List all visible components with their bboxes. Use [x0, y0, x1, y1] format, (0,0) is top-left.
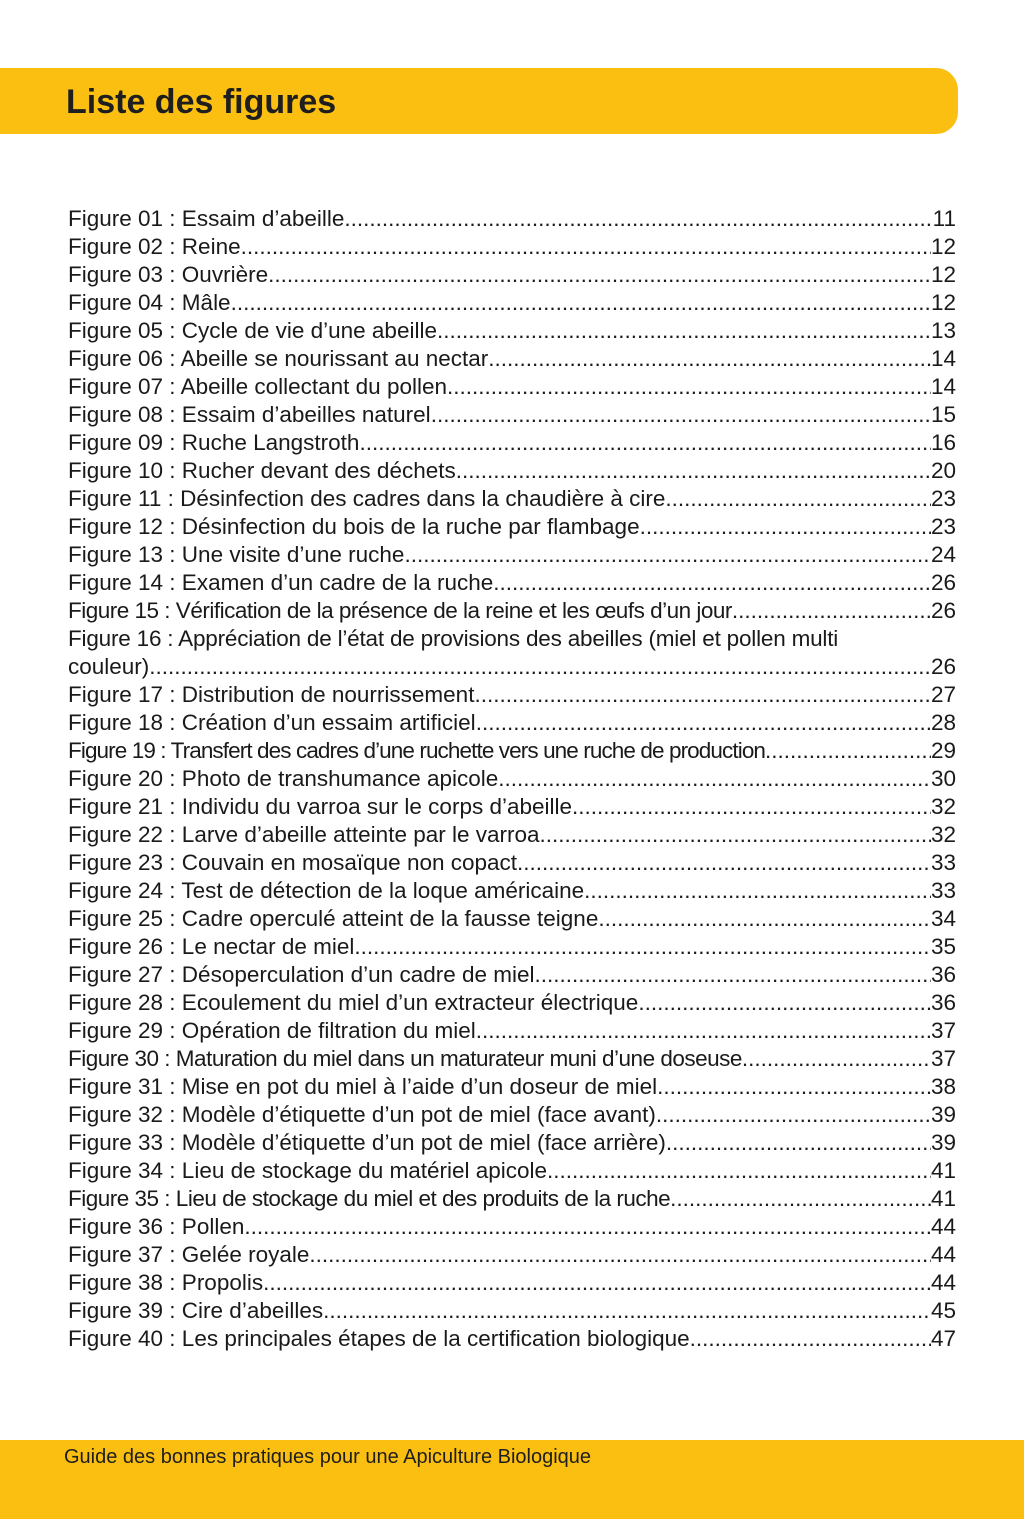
figure-label: Figure 25 : Cadre operculé atteint de la fausse teigne	[68, 906, 599, 931]
toc-entry[interactable]	[68, 261, 956, 289]
page-number: 44	[930, 1270, 956, 1295]
toc-entry[interactable]	[68, 1269, 956, 1297]
toc-entry[interactable]	[68, 401, 956, 429]
toc-entry[interactable]	[68, 765, 956, 793]
dot-leader	[476, 1017, 931, 1045]
page-number: 12	[930, 262, 956, 287]
figure-label: Figure 18 : Création d’un essaim artificiel	[68, 710, 476, 735]
toc-entry[interactable]	[68, 1101, 956, 1129]
toc-entry[interactable]	[68, 457, 956, 485]
dot-leader	[344, 205, 932, 233]
figure-label: Figure 36 : Pollen	[68, 1214, 245, 1239]
page-number: 12	[930, 234, 956, 259]
page-number: 38	[930, 1074, 956, 1099]
page-number: 47	[930, 1326, 956, 1351]
toc-entry[interactable]	[68, 849, 956, 877]
toc-entry[interactable]	[68, 821, 956, 849]
toc-entry[interactable]	[68, 961, 956, 989]
page-number: 14	[930, 374, 956, 399]
figure-label: Figure 05 : Cycle de vie d’une abeille	[68, 318, 437, 343]
toc-entry[interactable]	[68, 317, 956, 345]
dot-leader	[742, 1045, 931, 1073]
toc-entry[interactable]	[68, 1297, 956, 1325]
page-number: 15	[930, 402, 956, 427]
dot-leader	[149, 653, 931, 681]
list-of-figures	[68, 205, 956, 1353]
dot-leader	[535, 961, 931, 989]
page-number: 11	[932, 206, 956, 231]
page-number: 36	[930, 962, 956, 987]
toc-entry[interactable]	[68, 1129, 956, 1157]
figure-label: Figure 34 : Lieu de stockage du matériel apicole	[68, 1158, 548, 1183]
page-number: 33	[930, 878, 956, 903]
toc-entry[interactable]	[68, 1185, 956, 1213]
toc-entry[interactable]	[68, 513, 956, 541]
toc-entry[interactable]	[68, 485, 956, 513]
toc-entry[interactable]	[68, 541, 956, 569]
figure-label: Figure 20 : Photo de transhumance apicole	[68, 766, 499, 791]
dot-leader	[666, 1129, 931, 1157]
dot-leader	[263, 1269, 931, 1297]
page-number: 37	[930, 1018, 956, 1043]
dot-leader	[241, 233, 931, 261]
dot-leader	[584, 877, 931, 905]
dot-leader	[640, 513, 931, 541]
figure-label: Figure 04 : Mâle	[68, 290, 231, 315]
figure-label-continuation: couleur)	[68, 654, 150, 679]
page-number: 32	[930, 794, 956, 819]
page-number: 26	[930, 598, 956, 623]
toc-entry[interactable]	[68, 737, 956, 765]
figure-label: Figure 11 : Désinfection des cadres dans la chaudière à cire	[68, 486, 666, 511]
dot-leader	[309, 1241, 931, 1269]
figure-label: Figure 27 : Désoperculation d’un cadre de miel	[68, 962, 535, 987]
footer-text: Guide des bonnes pratiques pour une Apiculture Biologique	[64, 1446, 592, 1468]
page-number: 32	[930, 822, 956, 847]
page-number: 29	[930, 738, 956, 763]
figure-label: Figure 33 : Modèle d’étiquette d’un pot de miel (face arrière)	[68, 1130, 666, 1155]
dot-leader	[547, 1157, 931, 1185]
dot-leader	[488, 345, 931, 373]
page-number: 41	[930, 1158, 956, 1183]
figure-label: Figure 17 : Distribution de nourrissement	[68, 682, 475, 707]
toc-entry[interactable]	[68, 1241, 956, 1269]
toc-entry[interactable]	[68, 289, 956, 317]
page-number: 30	[930, 766, 956, 791]
dot-leader	[359, 429, 931, 457]
toc-entry[interactable]	[68, 681, 956, 709]
dot-leader	[493, 569, 931, 597]
figure-label: Figure 03 : Ouvrière	[68, 262, 269, 287]
figure-label: Figure 12 : Désinfection du bois de la ruche par flambage	[68, 514, 640, 539]
dot-leader	[431, 401, 931, 429]
figure-label: Figure 14 : Examen d’un cadre de la ruche	[68, 570, 494, 595]
toc-entry[interactable]	[68, 1045, 956, 1073]
toc-entry[interactable]	[68, 597, 956, 625]
toc-entry[interactable]	[68, 877, 956, 905]
toc-entry[interactable]	[68, 933, 956, 961]
dot-leader	[572, 793, 931, 821]
page-number: 28	[930, 710, 956, 735]
toc-entry[interactable]	[68, 569, 956, 597]
figure-label: Figure 40 : Les principales étapes de la certification biologique	[68, 1326, 690, 1351]
page-number: 20	[930, 458, 956, 483]
page-number: 24	[930, 542, 956, 567]
figure-label: Figure 23 : Couvain en mosaïque non copact	[68, 850, 518, 875]
page-number: 37	[930, 1046, 956, 1071]
page-number: 45	[930, 1298, 956, 1323]
toc-entry[interactable]	[68, 625, 956, 681]
figure-label: Figure 09 : Ruche Langstroth	[68, 430, 360, 455]
toc-entry[interactable]	[68, 709, 956, 737]
figure-label: Figure 35 : Lieu de stockage du miel et des produits de la ruche	[68, 1186, 671, 1211]
page-number: 39	[930, 1130, 956, 1155]
figure-label-continuation-row	[68, 653, 956, 681]
toc-entry[interactable]	[68, 429, 956, 457]
figure-label: Figure 21 : Individu du varroa sur le corps d’abeille	[68, 794, 573, 819]
figure-label: Figure 19 : Transfert des cadres d’une ruchette vers une ruche de production	[68, 738, 766, 763]
toc-entry[interactable]	[68, 905, 956, 933]
dot-leader	[498, 765, 931, 793]
dot-leader	[598, 905, 931, 933]
toc-entry[interactable]	[68, 793, 956, 821]
toc-entry[interactable]	[68, 1213, 956, 1241]
page-number: 36	[930, 990, 956, 1015]
dot-leader	[474, 681, 931, 709]
toc-entry[interactable]	[68, 205, 956, 233]
toc-entry[interactable]	[68, 1073, 956, 1101]
dot-leader	[244, 1213, 931, 1241]
figure-label: Figure 39 : Cire d’abeilles	[68, 1298, 324, 1323]
dot-leader	[665, 485, 931, 513]
dot-leader	[517, 849, 931, 877]
dot-leader	[447, 373, 931, 401]
figure-label: Figure 24 : Test de détection de la loque américaine	[68, 878, 585, 903]
page-number: 34	[930, 906, 956, 931]
figure-label: Figure 13 : Une visite d’une ruche	[68, 542, 405, 567]
dot-leader	[268, 261, 931, 289]
page-number: 23	[930, 514, 956, 539]
figure-label: Figure 29 : Opération de filtration du miel	[68, 1018, 476, 1043]
toc-entry[interactable]	[68, 345, 956, 373]
figure-label: Figure 07 : Abeille collectant du pollen	[68, 374, 447, 399]
dot-leader	[732, 597, 931, 625]
page-number: 16	[930, 430, 956, 455]
page-number: 12	[930, 290, 956, 315]
figure-label: Figure 28 : Ecoulement du miel d’un extracteur électrique	[68, 990, 639, 1015]
figure-label: Figure 01 : Essaim d’abeille	[68, 206, 345, 231]
toc-entry[interactable]	[68, 1157, 956, 1185]
toc-entry[interactable]	[68, 233, 956, 261]
dot-leader	[638, 989, 931, 1017]
figure-label: Figure 22 : Larve d’abeille atteinte par le varroa	[68, 822, 540, 847]
toc-entry[interactable]	[68, 1017, 956, 1045]
dot-leader	[540, 821, 931, 849]
figure-label: Figure 32 : Modèle d’étiquette d’un pot de miel (face avant)	[68, 1102, 656, 1127]
toc-entry[interactable]	[68, 373, 956, 401]
figure-label: Figure 16 : Appréciation de l’état de provisions des abeilles (miel et pollen multi	[68, 626, 839, 651]
page-number: 26	[930, 654, 956, 679]
toc-entry[interactable]	[68, 989, 956, 1017]
page-number: 27	[930, 682, 956, 707]
figure-label: Figure 15 : Vérification de la présence de la reine et les œufs d’un jour	[68, 598, 732, 623]
dot-leader	[323, 1297, 931, 1325]
dot-leader	[670, 1185, 931, 1213]
dot-leader	[656, 1101, 931, 1129]
dot-leader	[690, 1325, 931, 1353]
figure-label: Figure 30 : Maturation du miel dans un maturateur muni d’une doseuse	[68, 1046, 742, 1071]
figure-label: Figure 08 : Essaim d’abeilles naturel	[68, 402, 431, 427]
page-number: 13	[930, 318, 956, 343]
dot-leader	[404, 541, 931, 569]
figure-label: Figure 06 : Abeille se nourissant au nectar	[68, 346, 489, 371]
dot-leader	[456, 457, 931, 485]
figure-label: Figure 02 : Reine	[68, 234, 241, 259]
dot-leader	[437, 317, 931, 345]
page-number: 14	[930, 346, 956, 371]
page-number: 35	[930, 934, 956, 959]
dot-leader	[657, 1073, 931, 1101]
page-number: 44	[930, 1242, 956, 1267]
page-number: 23	[930, 486, 956, 511]
figure-label: Figure 37 : Gelée royale	[68, 1242, 310, 1267]
dot-leader	[765, 737, 931, 765]
figure-label: Figure 26 : Le nectar de miel	[68, 934, 355, 959]
figure-label: Figure 38 : Propolis	[68, 1270, 264, 1295]
toc-entry[interactable]	[68, 1325, 956, 1353]
page-number: 33	[930, 850, 956, 875]
dot-leader	[476, 709, 931, 737]
dot-leader	[231, 289, 931, 317]
page-number: 26	[930, 570, 956, 595]
figure-label: Figure 31 : Mise en pot du miel à l’aide d’un doseur de miel	[68, 1074, 658, 1099]
page-number: 44	[930, 1214, 956, 1239]
figure-label: Figure 10 : Rucher devant des déchets	[68, 458, 456, 483]
page-title: Liste des figures	[66, 83, 337, 121]
page-number: 39	[930, 1102, 956, 1127]
page-number: 41	[930, 1186, 956, 1211]
dot-leader	[354, 933, 931, 961]
